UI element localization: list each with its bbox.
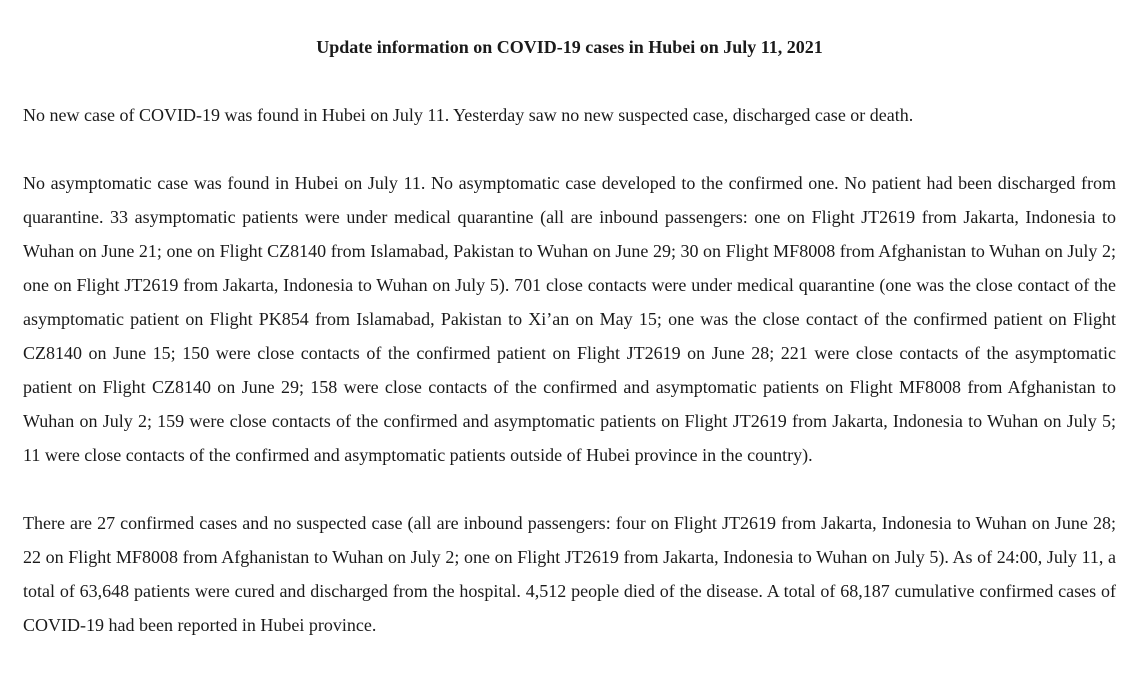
spacer <box>23 132 1116 166</box>
paragraph-confirmed-cases: There are 27 confirmed cases and no suspected case (all are inbound passengers: four on Flight JT2619 from Jakarta, Indonesia to Wuhan on June 28; 22 on Flight MF8008 from Afghanistan to Wuhan on July 2; one on Flight JT2619 from Jakarta, Indonesia to Wuhan on July 5). As of 24:00, July 11, a total of 63,648 patients were cured and discharged from the hospital. 4,512 people died of the disease. A total of 68,187 cumulative confirmed cases of COVID-19 had been reported in Hubei province. <box>23 513 1116 635</box>
document-page <box>23 30 1116 642</box>
spacer <box>23 64 1116 98</box>
document-title: Update information on COVID-19 cases in Hubei on July 11, 2021 <box>316 37 823 57</box>
paragraph-no-new-case: No new case of COVID-19 was found in Hubei on July 11. Yesterday saw no new suspected case, discharged case or death. <box>23 105 914 125</box>
paragraph-asymptomatic-cases: No asymptomatic case was found in Hubei on July 11. No asymptomatic case developed to the confirmed one. No patient had been discharged from quarantine. 33 asymptomatic patients were under medical quarantine (all are inbound passengers: one on Flight JT2619 from Jakarta, Indonesia to Wuhan on June 21; one on Flight CZ8140 from Islamabad, Pakistan to Wuhan on June 29; 30 on Flight MF8008 from Afghanistan to Wuhan on July 2; one on Flight JT2619 from Jakarta, Indonesia to Wuhan on July 5). 701 close contacts were under medical quarantine (one was the close contact of the asymptomatic patient on Flight PK854 from Islamabad, Pakistan to Xi’an on May 15; one was the close contact of the confirmed patient on Flight CZ8140 on June 15; 150 were close contacts of the confirmed patient on Flight JT2619 on June 28; 221 were close contacts of the asymptomatic patient on Flight CZ8140 on June 29; 158 were close contacts of the confirmed and asymptomatic patients on Flight MF8008 from Afghanistan to Wuhan on July 2; 159 were close contacts of the confirmed and asymptomatic patients on Flight JT2619 from Jakarta, Indonesia to Wuhan on July 5; 11 were close contacts of the confirmed and asymptomatic patients outside of Hubei province in the country). <box>23 173 1116 465</box>
spacer <box>23 472 1116 506</box>
